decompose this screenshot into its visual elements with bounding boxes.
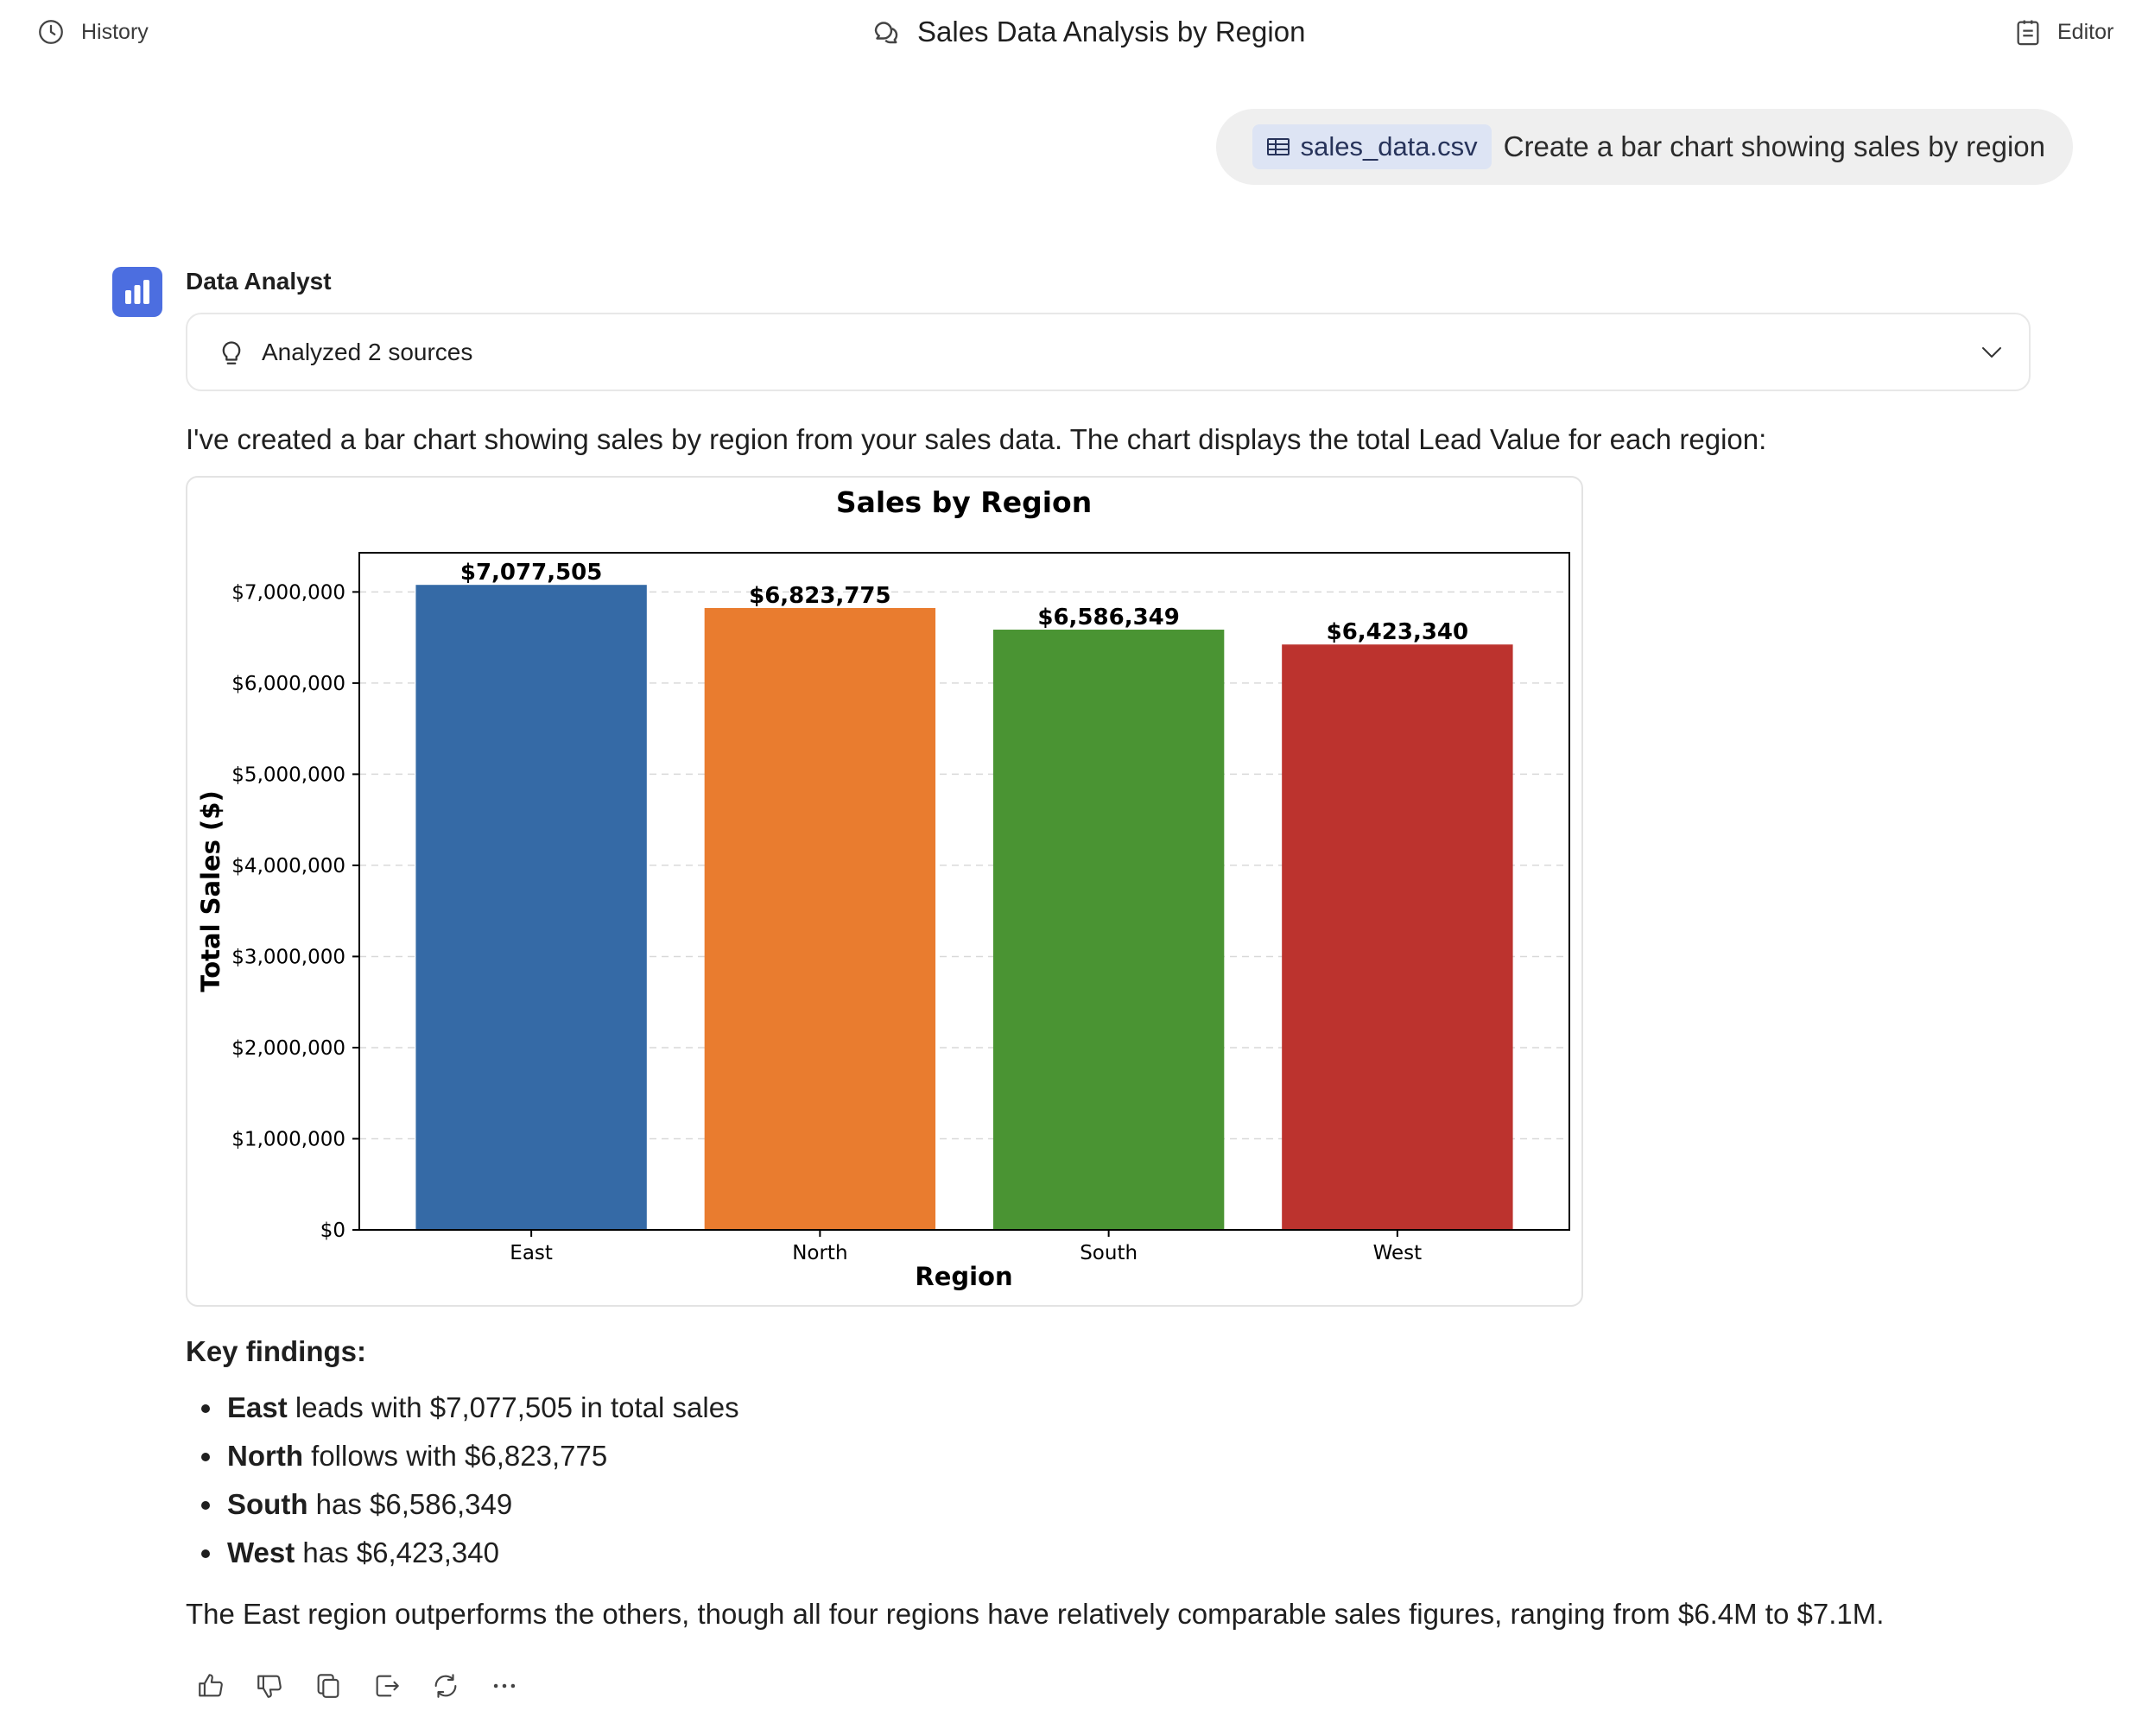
finding-region: West	[227, 1536, 295, 1568]
key-findings-list	[186, 1384, 739, 1577]
chart-card	[186, 476, 1583, 1307]
y-tick-label: $6,000,000	[231, 672, 345, 695]
key-findings-heading: Key findings:	[186, 1335, 367, 1367]
y-tick-label: $2,000,000	[231, 1036, 345, 1060]
bar-value-label: $6,823,775	[749, 582, 891, 609]
share-button[interactable]	[371, 1670, 402, 1701]
clock-icon	[36, 17, 66, 47]
bar-chart-icon	[123, 278, 152, 306]
message-actions	[195, 1670, 520, 1701]
y-tick-label: $3,000,000	[231, 946, 345, 969]
finding-item	[186, 1529, 739, 1577]
finding-region: North	[227, 1440, 303, 1472]
like-button[interactable]	[195, 1670, 226, 1701]
x-tick-label: North	[792, 1242, 848, 1264]
assistant-intro-text: I've created a bar chart showing sales by region from your sales data. The chart displays the total Lead Value for each region:	[186, 423, 1767, 455]
page-title: Sales Data Analysis by Region	[917, 16, 1306, 48]
x-tick-label: East	[510, 1242, 553, 1264]
retry-button[interactable]	[430, 1670, 461, 1701]
finding-item	[186, 1432, 739, 1480]
assistant-avatar	[112, 267, 162, 317]
retry-icon	[431, 1671, 460, 1701]
chevron-down-icon	[1980, 345, 2003, 359]
chart-bars	[415, 560, 1512, 1230]
finding-region: South	[227, 1488, 308, 1520]
copy-icon	[314, 1671, 343, 1701]
sources-label: Analyzed 2 sources	[262, 338, 473, 365]
thumbs-down-icon	[255, 1671, 284, 1701]
bar-north	[705, 608, 935, 1230]
conversation-title[interactable]	[871, 16, 1305, 48]
bar-south	[993, 630, 1224, 1230]
bar-east	[415, 585, 646, 1230]
chat-bubbles-icon	[871, 16, 902, 48]
table-icon	[1266, 136, 1290, 157]
user-message-bubble	[1216, 109, 2073, 185]
file-name: sales_data.csv	[1300, 131, 1478, 162]
bar-value-label: $6,423,340	[1326, 619, 1469, 646]
bar-value-label: $7,077,505	[459, 560, 603, 586]
finding-text: leads with $7,077,505 in total sales	[287, 1391, 739, 1423]
file-attachment-chip[interactable]	[1252, 124, 1492, 169]
lightbulb-icon	[219, 338, 244, 367]
chart-y-axis-label: Total Sales ($)	[196, 790, 225, 992]
finding-item	[186, 1480, 739, 1529]
y-tick-label: $4,000,000	[231, 854, 345, 878]
y-tick-label: $1,000,000	[231, 1128, 345, 1151]
dislike-button[interactable]	[254, 1670, 285, 1701]
sources-dropdown[interactable]	[186, 313, 2031, 391]
assistant-conclusion-text: The East region outperforms the others, though all four regions have relatively comparable sales figures, ranging from $6.4M to $7.1M.	[186, 1598, 1885, 1630]
editor-label: Editor	[2057, 19, 2114, 44]
finding-text: has $6,586,349	[307, 1488, 513, 1520]
thumbs-up-icon	[196, 1671, 225, 1701]
finding-text: has $6,423,340	[295, 1536, 499, 1568]
history-label: History	[81, 19, 149, 44]
y-tick-label: $7,000,000	[231, 581, 345, 605]
share-icon	[372, 1671, 402, 1701]
chart-title: Sales by Region	[835, 485, 1093, 519]
bar-west	[1282, 644, 1512, 1230]
assistant-name: Data Analyst	[186, 268, 332, 295]
finding-item	[186, 1384, 739, 1432]
copy-button[interactable]	[313, 1670, 344, 1701]
sales-bar-chart	[187, 478, 1585, 1308]
clipboard-icon	[2014, 17, 2042, 47]
history-button[interactable]	[36, 17, 149, 47]
finding-region: East	[227, 1391, 288, 1423]
bar-value-label: $6,586,349	[1037, 605, 1180, 631]
more-icon	[490, 1671, 519, 1701]
chart-x-axis-label: Region	[915, 1262, 1013, 1291]
editor-button[interactable]	[2014, 17, 2113, 47]
user-message-text: Create a bar chart showing sales by region	[1503, 130, 2045, 162]
x-tick-label: West	[1372, 1242, 1423, 1264]
x-tick-label: South	[1080, 1242, 1138, 1264]
more-options-button[interactable]	[489, 1670, 520, 1701]
finding-text: follows with $6,823,775	[302, 1440, 608, 1472]
y-tick-label: $0	[320, 1220, 345, 1242]
y-tick-label: $5,000,000	[231, 763, 345, 787]
